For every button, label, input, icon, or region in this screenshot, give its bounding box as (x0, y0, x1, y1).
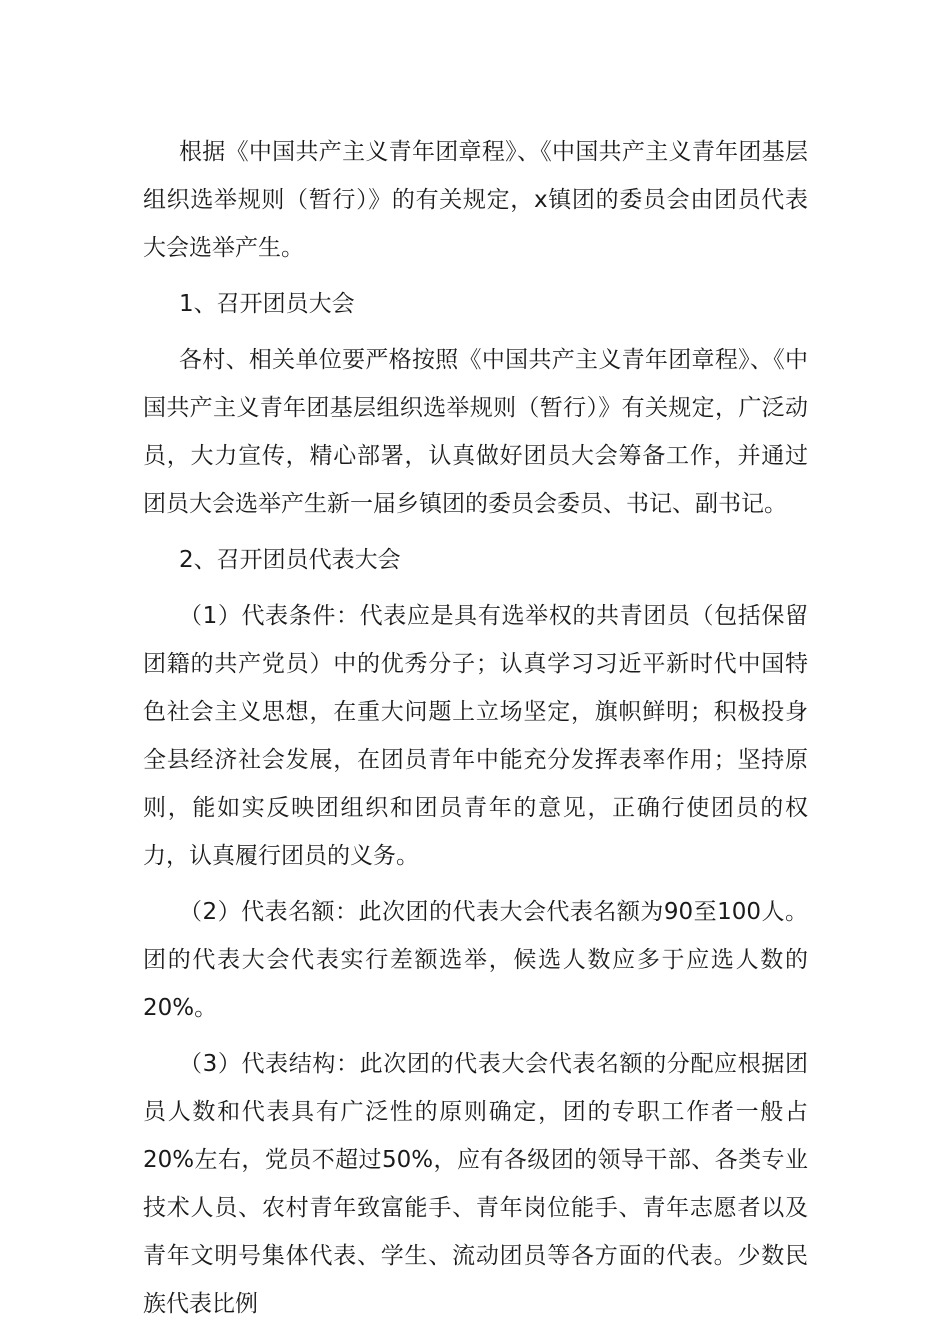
paragraph-intro: 根据《中国共产主义青年团章程》、《中国共产主义青年团基层组织选举规则（暂行）》的有关规定，x镇团的委员会由团员代表大会选举产生。 (143, 139, 808, 261)
document-body (143, 128, 808, 1336)
paragraph-delegate-structure: （3）代表结构：此次团的代表大会代表名额的分配应根据团员人数和代表具有广泛性的原则确定，团的专职工作者一般占20%左右，党员不超过50%，应有各级团的领导干部、各类专业技术人员、农村青年致富能手、青年岗位能手、青年志愿者以及青年文明号集体代表、学生、流动团员等各方面的代表。少数民族代表比例 (143, 1051, 808, 1317)
paragraph-delegate-quota: （2）代表名额：此次团的代表大会代表名额为90至100人。团的代表大会代表实行差额选举，候选人数应多于应选人数的20%。 (143, 899, 808, 1021)
section-heading-1: 1、召开团员大会 (179, 291, 355, 317)
section-heading-2: 2、召开团员代表大会 (179, 547, 401, 573)
paragraph-delegate-conditions: （1）代表条件：代表应是具有选举权的共青团员（包括保留团籍的共产党员）中的优秀分子；认真学习习近平新时代中国特色社会主义思想，在重大问题上立场坚定，旗帜鲜明；积极投身全县经济社会发展，在团员青年中能充分发挥表率作用；坚持原则，能如实反映团组织和团员青年的意见，正确行使团员的权力，认真履行团员的义务。 (143, 603, 808, 869)
paragraph-member-meeting: 各村、相关单位要严格按照《中国共产主义青年团章程》、《中国共产主义青年团基层组织选举规则（暂行）》有关规定，广泛动员，大力宣传，精心部署，认真做好团员大会筹备工作，并通过团员大会选举产生新一届乡镇团的委员会委员、书记、副书记。 (143, 347, 808, 517)
